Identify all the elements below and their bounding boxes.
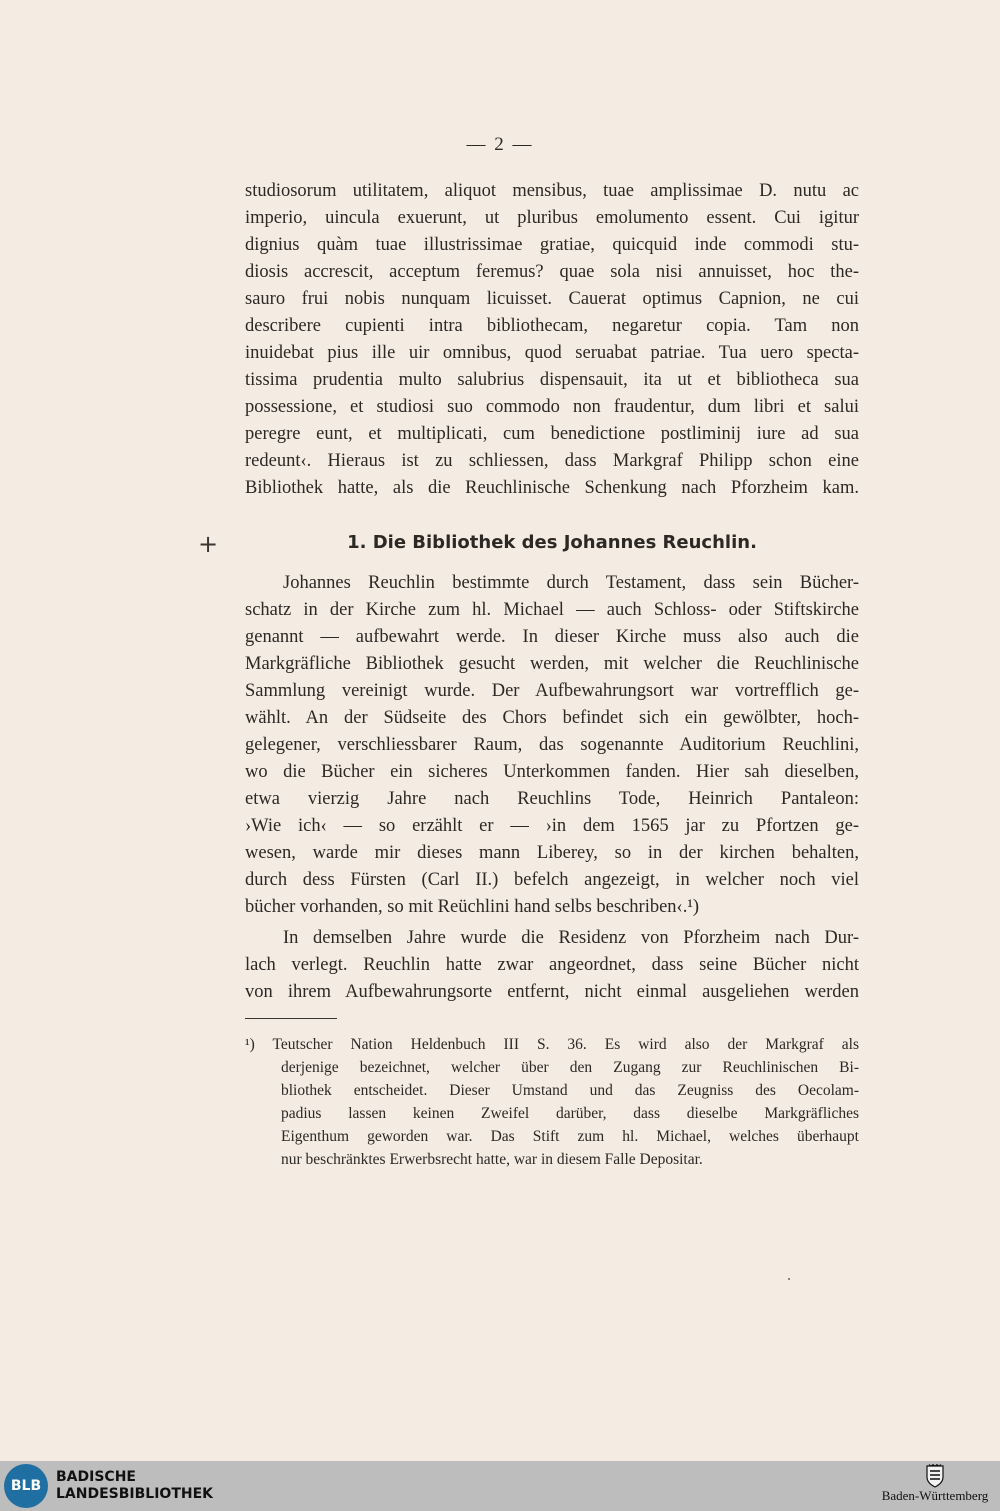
footnote-rule [245,1018,337,1019]
text-line: possessione, et studiosi suo commodo non fraudentur, dum libri et salui [245,397,859,417]
text-line: Bibliothek hatte, als die Reuchlinische Schenkung nach Pforzheim kam. [245,478,859,498]
text-line: Johannes Reuchlin bestimmte durch Testament, dass sein Bücher- [283,573,859,593]
footer-bar [0,1461,1000,1511]
section-heading: 1. Die Bibliothek des Johannes Reuchlin. [347,532,757,553]
text-line: imperio, uincula exuerunt, ut pluribus emolumento essent. Cui igitur [245,208,859,228]
text-line: tissima prudentia multo salubrius dispensauit, ita ut et bibliotheca sua [245,370,859,390]
text-line: In demselben Jahre wurde die Residenz von Pforzheim nach Dur- [283,928,859,948]
text-line: schatz in der Kirche zum hl. Michael — auch Schloss- oder Stiftskirche [245,600,859,620]
text-line: wählt. An der Südseite des Chors befindet sich ein gewölbter, hoch- [245,708,859,728]
library-name-line-2: LANDESBIBLIOTHEK [56,1486,214,1502]
text-line: von ihrem Aufbewahrungsorte entfernt, nicht einmal ausgeliehen werden [245,982,859,1002]
text-line: sauro frui nobis nunquam licuisset. Cauerat optimus Capnion, ne cui [245,289,859,309]
library-name[interactable] [56,1469,213,1503]
paragraph-1 [245,178,859,502]
paragraph-3 [245,925,859,1006]
state-name: Baden-Württemberg [881,1488,989,1503]
text-line: studiosorum utilitatem, aliquot mensibus, tuae amplissimae D. nutu ac [245,181,859,201]
text-line: diosis accrescit, acceptum feremus? quae sola nisi annuisset, hoc the- [245,262,859,282]
text-line: peregre eunt, et multiplicati, cum benedictione postliminij iure ad sua [245,424,859,444]
text-line: wo die Bücher ein sicheres Unterkommen fanden. Hier sah dieselben, [245,762,859,782]
text-line: inuidebat pius ille uir omnibus, quod seruabat patriae. Tua uero specta- [245,343,859,363]
state-logo[interactable] [870,1461,1000,1511]
paragraph-2 [245,570,859,921]
text-line: dignius quàm tuae illustrissimae gratiae, quicquid inde commodi stu- [245,235,859,255]
library-name-line-1: BADISCHE [56,1469,136,1485]
footnote-line: padius lassen keinen Zweifel darüber, dass dieselbe Markgräfliches [281,1105,859,1122]
text-line: bücher vorhanden, so mit Reüchlini hand selbs beschriben‹.¹) [245,897,700,917]
footnote-line: nur beschränktes Erwerbsrecht hatte, war in diesem Falle Depositar. [281,1151,703,1168]
text-line: etwa vierzig Jahre nach Reuchlins Tode, Heinrich Pantaleon: [245,789,859,809]
footnote-line: Eigenthum geworden war. Das Stift zum hl. Michael, welches überhaupt [281,1128,859,1145]
margin-plus-mark: + [198,530,219,558]
text-line: ›Wie ich‹ — so erzählt er — ›in dem 1565 jar zu Pfortzen ge- [245,816,859,836]
footnote-line: bliothek entscheidet. Dieser Umstand und das Zeugniss des Oecolam- [281,1082,859,1099]
text-line: Sammlung vereinigt wurde. Der Aufbewahrungsort war vortrefflich ge- [245,681,859,701]
stray-dot [788,1278,790,1280]
text-line: wesen, warde mir dieses mann Liberey, so in der kirchen behalten, [245,843,859,863]
footnote-line: ¹) Teutscher Nation Heldenbuch III S. 36. Es wird also der Markgraf als [245,1036,859,1053]
text-line: lach verlegt. Reuchlin hatte zwar angeordnet, dass seine Bücher nicht [245,955,859,975]
text-line: describere cupienti intra bibliothecam, negaretur copia. Tam non [245,316,859,336]
text-line: Markgräfliche Bibliothek gesucht werden, mit welcher die Reuchlinische [245,654,859,674]
page-number: — 2 — [466,134,534,155]
text-line: gelegener, verschliessbarer Raum, das sogenannte Auditorium Reuchlini, [245,735,859,755]
blb-logo[interactable]: BLB [4,1464,48,1508]
crest-icon [925,1464,945,1488]
text-line: durch dess Fürsten (Carl II.) befelch angezeigt, in welcher noch viel [245,870,859,890]
text-line: genannt — aufbewahrt werde. In dieser Kirche muss also auch die [245,627,859,647]
footnotes [245,1033,859,1171]
text-line: redeunt‹. Hieraus ist zu schliessen, dass Markgraf Philipp schon eine [245,451,859,471]
footnote-line: derjenige bezeichnet, welcher über den Zugang zur Reuchlinischen Bi- [281,1059,859,1076]
